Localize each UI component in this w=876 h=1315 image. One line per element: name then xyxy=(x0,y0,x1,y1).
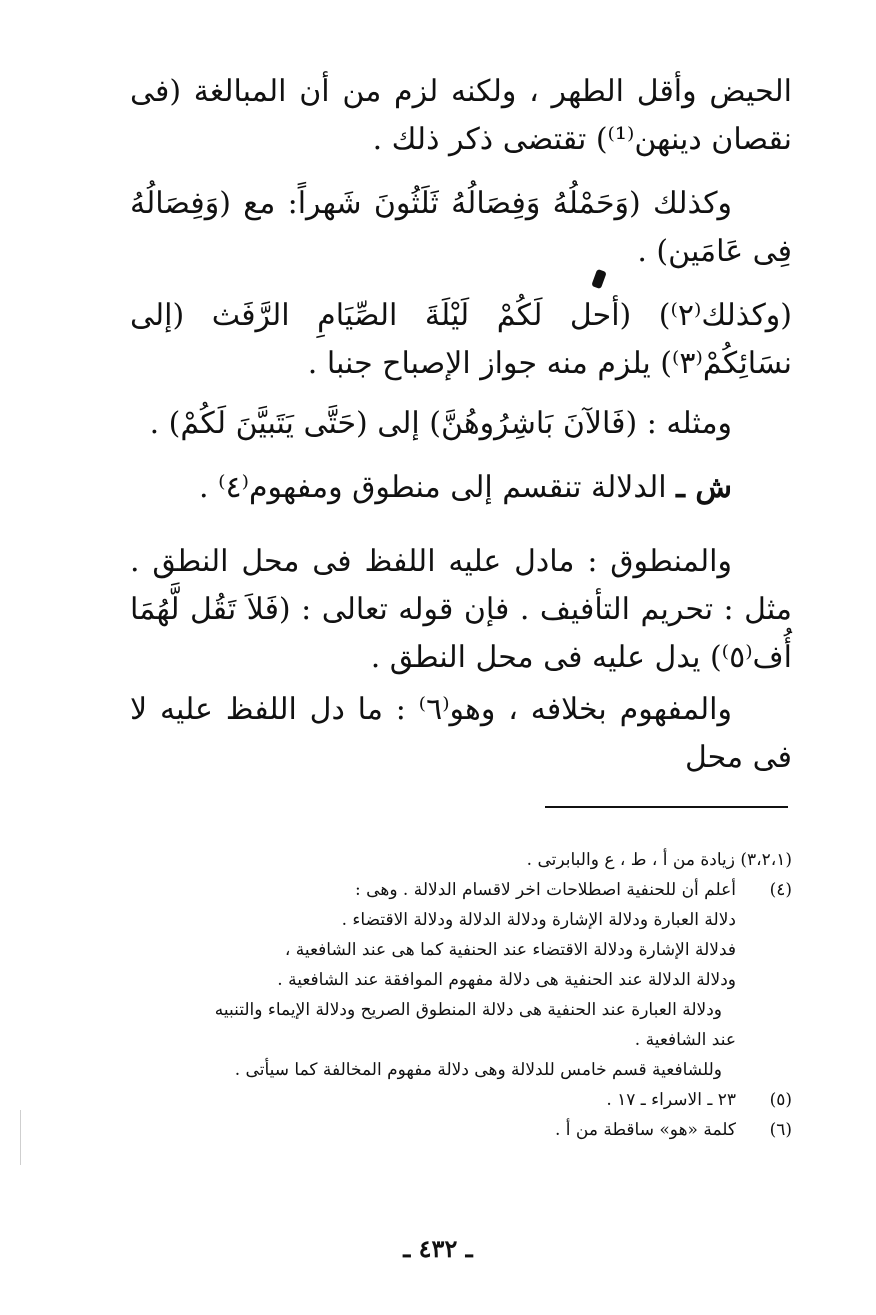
footnote-1: (٣،٢،١) زيادة من أ ، ط ، ع والبابرتى . xyxy=(526,850,792,870)
footnote-4-line-7: وللشافعية قسم خامس للدلالة وهى دلالة مفهوم المخالفة كما سيأتى . xyxy=(234,1060,722,1080)
footnote-6-number: (٦) xyxy=(769,1120,792,1140)
footnote-4-line-6: عند الشافعية . xyxy=(634,1030,736,1050)
paragraph-4: ومثله : (فَالآنَ بَاشِرُوهُنَّ) إلى (حَتَّى يَتَبيَّنَ لَكُمْ) . xyxy=(149,406,732,441)
footnote-6-text: كلمة «هو» ساقطة من أ . xyxy=(554,1120,736,1140)
paragraph-3: (وكذلك⁽٢⁾) (أحل لَكُمْ لَيْلَةَ الصِّيَامِ الرَّفَث (إلى نسَائِكُمْ⁽٣⁾) يلزم منه جواز الإصباح جنبا . xyxy=(130,298,792,381)
paragraph-6: والمنطوق : مادل عليه اللفظ فى محل النطق . مثل : تحريم التأفيف . فإن قوله تعالى : (فَلاَ تَقُل لَّهُمَا أُف⁽٥⁾) يدل عليه فى محل النطق . xyxy=(130,544,792,675)
footnote-separator xyxy=(545,806,788,808)
paragraph-5 xyxy=(130,464,792,512)
paragraph-1: الحيض وأقل الطهر ، ولكنه لزم من أن المبالغة (فى نقصان دينهن⁽¹⁾) تقتضى ذكر ذلك . xyxy=(130,74,792,157)
paragraph-2: وكذلك (وَحَمْلُهُ وَفِصَالُهُ ثَلَثُونَ شَهراً: مع (وَفِصَالُهُ فِى عَامَين) . xyxy=(130,186,792,269)
footnote-4-text: أعلم أن للحنفية اصطلاحات اخر لاقسام الدلالة . وهى : xyxy=(355,880,736,900)
footnote-4-line-4: ودلالة الدلالة عند الحنفية هى دلالة مفهوم الموافقة عند الشافعية . xyxy=(277,970,736,990)
footnote-5 xyxy=(130,1085,792,1115)
paragraph-7: والمفهوم بخلافه ، وهو⁽٦⁾ : ما دل اللفظ عليه لا فى محل xyxy=(130,692,792,775)
footnote-6 xyxy=(130,1115,792,1145)
scan-edge-mark xyxy=(20,1110,21,1165)
paragraph-5-text: الدلالة تنقسم إلى منطوق ومفهوم⁽٤⁾ . xyxy=(199,470,677,505)
footnote-4-line-3: فدلالة الإشارة ودلالة الاقتضاء عند الحنفية كما هى عند الشافعية ، xyxy=(284,940,736,960)
footnote-4-line-1 xyxy=(130,875,792,905)
section-marker: ش ـ xyxy=(676,470,732,505)
page-number: ـ ٤٣٢ ـ xyxy=(403,1234,473,1263)
footnote-5-text: ٢٣ ـ الاسراء ـ ١٧ . xyxy=(606,1090,736,1110)
footnote-5-number: (٥) xyxy=(769,1090,792,1110)
footnote-4-line-2: دلالة العبارة ودلالة الإشارة ودلالة الدلالة ودلالة الاقتضاء . xyxy=(341,910,736,930)
footnote-4-number: (٤) xyxy=(769,880,792,900)
footnotes xyxy=(130,845,792,1145)
footnote-4-line-5: ودلالة العبارة عند الحنفية هى دلالة المنطوق الصريح ودلالة الإيماء والتنبيه xyxy=(214,1000,722,1020)
